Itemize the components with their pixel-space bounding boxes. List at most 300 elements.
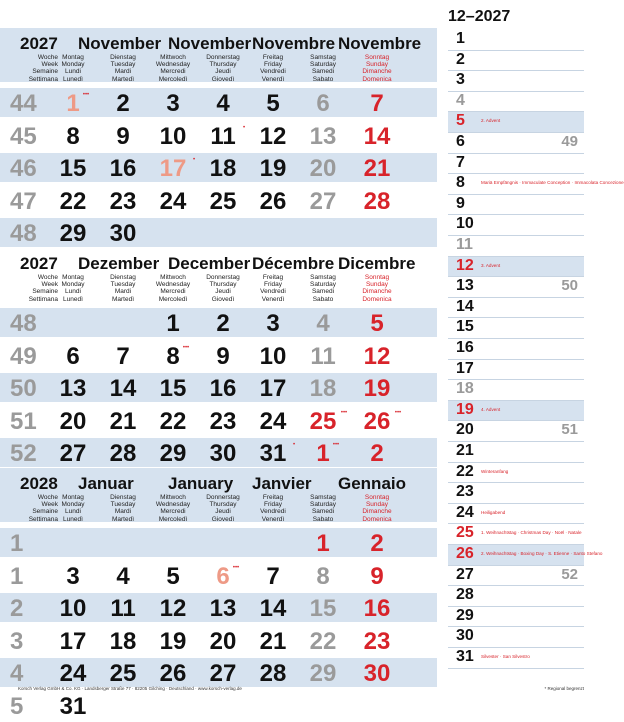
day-list-note: 4. Advent — [481, 406, 501, 412]
week-number: 1 — [10, 530, 24, 557]
day-list-row — [448, 421, 584, 442]
day-cell: 19 — [159, 627, 187, 655]
day-cell: 4 — [316, 310, 330, 337]
day-cell: 7 — [266, 562, 280, 590]
day-list-number: 31 — [456, 648, 474, 665]
day-cell: 1 — [166, 310, 180, 337]
weekday-header — [349, 494, 405, 523]
day-cell: 27 — [309, 187, 337, 215]
row-separator — [0, 622, 437, 624]
weekday-header-line: Sunday — [365, 501, 389, 509]
day-list-number: 16 — [456, 339, 474, 356]
month-header — [0, 28, 437, 82]
day-list-row — [448, 627, 584, 648]
weekday-header — [349, 274, 405, 303]
weekday-header-line: Jeudi — [215, 68, 231, 76]
year-label: 2027 — [20, 254, 58, 273]
day-cell: 15 — [159, 375, 187, 403]
day-list-number: 24 — [456, 503, 474, 521]
day-cell: 21 — [109, 407, 137, 435]
day-cell: 31 — [59, 693, 87, 720]
day-list-row — [448, 483, 584, 504]
day-cell: 9 — [370, 562, 384, 590]
day-list-row — [448, 51, 584, 72]
day-cell: 9 — [116, 122, 130, 150]
day-cell: 14 — [109, 375, 137, 403]
row-separator — [0, 182, 437, 184]
day-cell: 25 — [109, 660, 137, 688]
day-cell: 20 — [309, 155, 337, 183]
weekday-header-line: Martedì — [111, 515, 135, 523]
day-cell: 29 — [159, 440, 187, 468]
weekday-header — [45, 54, 101, 83]
day-cell: 26 — [159, 660, 187, 688]
month-header — [0, 468, 437, 522]
weekday-header-line: Tuesday — [110, 61, 136, 69]
day-cell: 15 — [59, 155, 87, 183]
holiday-mark: • — [192, 157, 196, 164]
week-row — [0, 218, 437, 249]
day-cell: 28 — [363, 187, 391, 215]
holiday-mark: ••• — [394, 409, 402, 416]
day-cell: 2 — [370, 440, 384, 468]
week-row — [0, 373, 437, 404]
weekday-header-line: Samstag — [310, 54, 336, 61]
week-number: 4 — [10, 660, 24, 688]
day-cell: 27 — [59, 440, 87, 468]
day-cell: 21 — [259, 627, 287, 655]
holiday-mark: ••• — [82, 92, 90, 98]
day-list-row — [448, 133, 584, 154]
weekday-header-line: Woche — [37, 494, 58, 501]
day-cell: 8 — [316, 562, 330, 590]
weekday-header-line: Saturday — [309, 281, 337, 289]
day-cell: 23 — [109, 187, 137, 215]
weekday-header-line: Montag — [62, 54, 84, 61]
day-cell: 7 — [370, 90, 384, 117]
day-list-number: 15 — [456, 318, 474, 336]
day-cell: 16 — [109, 155, 137, 183]
weekday-header — [145, 274, 201, 303]
day-list-row — [448, 30, 584, 51]
weekday-header-line: Mardi — [114, 288, 132, 296]
day-list-note: 1. Weihnachtstag · Christmas Day · Noël · Natale — [481, 530, 582, 536]
day-list-row — [448, 174, 624, 195]
day-list-week-number: 49 — [561, 133, 578, 150]
weekday-header-line: Domenica — [362, 75, 392, 83]
day-list-note: Winteranfang — [481, 468, 509, 474]
weekday-header-line: Dimanche — [362, 288, 392, 296]
month-name: December — [168, 254, 251, 273]
weekday-header-line: Semaine — [32, 288, 58, 296]
day-list-week-number: 50 — [561, 277, 578, 295]
week-number: 48 — [10, 310, 37, 337]
publisher-footer: Korsch Verlag GmbH & Co. KG · Landsberger Straße 77 · 82205 Gilching · Deutschland · www.korsch-verlag.de — [18, 686, 242, 691]
weekday-header-line: Martedì — [111, 75, 135, 83]
holiday-mark: • — [242, 124, 246, 131]
day-cell: 10 — [59, 595, 87, 623]
weekday-header-line: Wednesday — [155, 61, 191, 69]
weekday-header-line: Woche — [37, 274, 58, 281]
day-cell: 18 — [109, 627, 137, 655]
day-cell: 13 — [59, 375, 87, 403]
day-list-number: 6 — [456, 133, 465, 150]
day-list-row — [448, 215, 584, 236]
day-cell: 18 — [309, 375, 337, 403]
day-list-number: 2 — [456, 50, 465, 68]
day-list-week-number: 51 — [561, 421, 578, 439]
day-cell: 17 — [59, 627, 87, 655]
row-separator — [0, 590, 437, 592]
weekday-header-line: Giovedì — [211, 515, 235, 523]
week-row — [0, 153, 437, 184]
day-cell: 28 — [259, 660, 287, 688]
weekday-header-line: Mardi — [114, 68, 132, 76]
day-list-number: 26 — [456, 545, 474, 562]
day-cell: 1 — [66, 90, 80, 117]
day-list-note: Mariä Empfängnis · Immaculate Conception · Immacolata Concezione — [481, 180, 624, 186]
weekday-header — [245, 494, 301, 523]
weekday-header — [195, 274, 251, 303]
month-name: Gennaio — [338, 474, 407, 493]
week-number: 47 — [10, 187, 37, 215]
day-cell: 1 — [316, 530, 330, 557]
weekday-header-line: Dienstag — [110, 494, 136, 501]
day-list-number: 29 — [456, 606, 474, 624]
month-block — [0, 248, 437, 468]
month-name: Novembre — [252, 34, 336, 53]
weekday-header — [349, 54, 405, 83]
day-list-number: 21 — [456, 442, 474, 459]
holiday-mark: ••• — [332, 442, 340, 449]
weekday-header-line: Sonntag — [364, 54, 390, 61]
weekday-header-line: Samedi — [311, 508, 335, 516]
day-list-number: 28 — [456, 586, 474, 604]
weekday-header-line: Thursday — [209, 61, 237, 69]
day-cell: 6 — [316, 90, 330, 117]
weekday-header-line: Monday — [61, 61, 85, 69]
week-row — [0, 561, 437, 592]
weekday-header-line: Week — [41, 281, 58, 289]
day-list-number: 10 — [456, 215, 474, 233]
day-cell: 15 — [309, 595, 337, 623]
weekday-header-line: Montag — [62, 274, 84, 281]
weekday-header-line: Venerdì — [261, 295, 285, 303]
day-cell: 8 — [66, 122, 80, 150]
weekday-header-line: Settimana — [28, 295, 58, 303]
weekday-header-line: Montag — [62, 494, 84, 501]
weekday-header-line: Mercoledì — [158, 75, 188, 83]
day-list-row — [448, 586, 584, 607]
weekday-header-line: Lunedì — [63, 515, 83, 523]
week-number: 1 — [10, 562, 24, 590]
month-header — [0, 248, 437, 302]
day-cell: 20 — [59, 407, 87, 435]
weekday-header-line: Mercoledì — [158, 515, 188, 523]
day-list-row — [448, 277, 584, 298]
day-cell: 10 — [259, 342, 287, 370]
weekday-header-line: Vendredi — [260, 288, 286, 296]
day-cell: 29 — [309, 660, 337, 688]
row-separator — [0, 655, 437, 657]
day-cell: 26 — [363, 407, 391, 435]
day-cell: 11 — [310, 342, 336, 370]
day-cell: 24 — [159, 187, 187, 215]
weekday-header-line: Friday — [263, 281, 283, 289]
day-list-row — [448, 298, 584, 319]
day-cell: 30 — [109, 220, 137, 248]
day-cell: 5 — [166, 562, 180, 590]
day-list-row — [448, 339, 584, 360]
week-row — [0, 341, 437, 372]
week-row — [0, 438, 437, 469]
year-label: 2027 — [20, 34, 58, 53]
weekday-header — [95, 494, 151, 523]
weekday-header-line: Dienstag — [110, 54, 136, 61]
day-list-row — [448, 380, 584, 401]
week-number: 45 — [10, 122, 37, 150]
day-cell: 1 — [316, 440, 330, 468]
day-list-row — [448, 504, 584, 525]
weekday-header-line: Week — [41, 501, 58, 509]
month-name: November — [168, 34, 252, 53]
weekday-header — [295, 494, 351, 523]
weekday-header — [195, 494, 251, 523]
day-list-number: 7 — [456, 153, 465, 171]
day-cell: 27 — [209, 660, 237, 688]
weekday-header — [95, 54, 151, 83]
day-list-row — [448, 236, 584, 257]
day-cell: 25 — [309, 407, 337, 435]
weekday-header — [245, 54, 301, 83]
week-row — [0, 186, 437, 217]
weekday-header-line: Sabato — [312, 515, 334, 523]
day-cell: 14 — [259, 595, 287, 623]
row-separator — [0, 435, 437, 437]
day-list-row — [448, 607, 584, 628]
week-row — [0, 593, 437, 624]
day-list-number: 3 — [456, 71, 465, 89]
day-list-row — [448, 401, 584, 422]
day-list-note: 2. Weihnachtstag · Boxing Day · S. Etienne · Santo Stefano — [481, 551, 603, 556]
weekday-header-line: Mercredi — [160, 288, 186, 296]
week-row — [0, 626, 437, 657]
weekday-header-line: Samedi — [311, 68, 335, 76]
weekday-header-line: Monday — [61, 281, 85, 289]
day-cell: 28 — [109, 440, 137, 468]
weekday-header-line: Vendredi — [260, 68, 286, 76]
day-list-row — [448, 360, 584, 381]
day-cell: 4 — [116, 562, 130, 590]
weekday-header-line: Tuesday — [110, 501, 136, 509]
weekday-header-line: Domenica — [362, 515, 392, 523]
weekday-header-line: Samedi — [311, 288, 335, 296]
month-block — [0, 28, 437, 248]
holiday-mark: ••• — [340, 409, 348, 416]
day-cell: 17 — [259, 375, 287, 403]
day-cell: 5 — [266, 90, 280, 117]
day-list-number: 1 — [456, 30, 465, 47]
week-row — [0, 308, 437, 339]
december-list-title: 12–2027 — [448, 8, 511, 25]
day-list-note: Heiligabend — [481, 509, 506, 515]
day-list-row — [448, 524, 584, 545]
month-name: Novembre — [338, 34, 422, 53]
weekday-header — [45, 494, 101, 523]
weekday-header-line: Venerdì — [261, 515, 285, 523]
weekday-header-line: Samstag — [310, 494, 336, 501]
day-cell: 3 — [66, 562, 80, 590]
day-cell: 21 — [363, 155, 391, 183]
day-list-week-number: 52 — [561, 565, 578, 583]
day-cell: 6 — [216, 562, 230, 590]
weekday-header-line: Dimanche — [362, 508, 392, 516]
weekday-header-line: Mercredi — [160, 508, 186, 516]
day-cell: 11 — [110, 595, 136, 623]
weekday-header-line: Sunday — [365, 281, 389, 289]
week-number: 3 — [10, 627, 24, 655]
weekday-header — [245, 274, 301, 303]
holiday-mark: ••• — [182, 344, 190, 351]
day-cell: 11 — [210, 122, 236, 150]
week-number: 48 — [10, 220, 37, 248]
weekday-header-line: Friday — [263, 501, 283, 509]
weekday-header-line: Martedì — [111, 295, 135, 303]
day-list-number: 30 — [456, 627, 474, 645]
weekday-header-line: Donnerstag — [206, 54, 240, 61]
weekday-header — [95, 274, 151, 303]
day-cell: 30 — [209, 440, 237, 468]
week-row — [0, 691, 437, 722]
weekday-header — [145, 494, 201, 523]
weekday-header-line: Semaine — [32, 508, 58, 516]
day-list-number: 23 — [456, 483, 474, 501]
weekday-header-line: Friday — [263, 61, 283, 69]
day-list-number: 12 — [456, 256, 474, 274]
day-cell: 23 — [363, 627, 391, 655]
day-list-row — [448, 442, 584, 463]
weekday-header-line: Mardi — [114, 508, 132, 516]
weekday-header-line: Freitag — [262, 274, 284, 281]
day-cell: 10 — [159, 122, 187, 150]
day-list-number: 4 — [456, 91, 465, 109]
weekday-header-line: Lundi — [65, 508, 81, 516]
weekday-header-line: Settimana — [28, 515, 58, 523]
week-number: 5 — [10, 693, 24, 720]
week-row — [0, 658, 437, 689]
month-name: Januar — [78, 474, 134, 493]
weekday-header-line: Week — [41, 61, 58, 69]
weekday-header-line: Sabato — [312, 295, 334, 303]
row-separator — [0, 402, 437, 404]
day-cell: 22 — [159, 407, 187, 435]
day-list-number: 8 — [456, 174, 465, 192]
month-name: November — [78, 34, 162, 53]
day-cell: 19 — [363, 375, 391, 403]
weekday-header-line: Mercoledì — [158, 295, 188, 303]
weekday-header-line: Samstag — [310, 274, 336, 281]
day-cell: 14 — [363, 122, 391, 150]
weekday-header-line: Tuesday — [110, 281, 136, 289]
month-name: Dicembre — [338, 254, 416, 273]
week-number: 44 — [10, 90, 37, 117]
day-cell: 31 — [259, 440, 287, 468]
day-cell: 20 — [209, 627, 237, 655]
weekday-header-line: Sonntag — [364, 494, 390, 501]
day-cell: 2 — [216, 310, 230, 337]
weekday-header-line: Wednesday — [155, 501, 191, 509]
day-cell: 4 — [216, 90, 230, 117]
month-name: Janvier — [252, 474, 312, 493]
day-list-row — [448, 257, 584, 278]
day-list-number: 25 — [456, 524, 474, 542]
day-cell: 12 — [159, 595, 187, 623]
day-cell: 16 — [363, 595, 391, 623]
day-cell: 9 — [216, 342, 230, 370]
weekday-header-line: Mittwoch — [160, 54, 186, 61]
weekday-header — [195, 54, 251, 83]
weekday-header-line: Giovedì — [211, 75, 235, 83]
day-list-number: 14 — [456, 297, 474, 315]
day-list-row — [448, 154, 584, 175]
day-cell: 12 — [363, 342, 391, 370]
weekday-header-line: Sonntag — [364, 274, 390, 281]
week-number: 50 — [10, 375, 37, 403]
day-cell: 23 — [209, 407, 237, 435]
day-cell: 29 — [59, 220, 87, 248]
weekday-header-line: Mittwoch — [160, 274, 186, 281]
weekday-header-line: Jeudi — [215, 508, 231, 516]
month-name: Décembre — [252, 254, 335, 273]
day-list-number: 18 — [456, 380, 474, 398]
day-list-row — [448, 195, 584, 216]
weekday-header-line: Vendredi — [260, 508, 286, 516]
day-cell: 24 — [259, 407, 287, 435]
day-cell: 7 — [116, 342, 130, 370]
day-list-row — [448, 92, 584, 113]
week-number: 51 — [10, 407, 37, 435]
day-cell: 30 — [363, 660, 391, 688]
weekday-header — [145, 54, 201, 83]
week-number: 52 — [10, 440, 37, 468]
day-list-number: 9 — [456, 194, 465, 212]
weekday-header-line: Dimanche — [362, 68, 392, 76]
holiday-mark: ••• — [232, 564, 240, 571]
week-row — [0, 528, 437, 559]
weekday-header — [295, 274, 351, 303]
weekday-header-line: Saturday — [309, 61, 337, 69]
day-cell: 6 — [66, 342, 80, 370]
day-cell: 22 — [59, 187, 87, 215]
weekday-header-line: Giovedì — [211, 295, 235, 303]
day-list-number: 20 — [456, 421, 474, 439]
week-row — [0, 406, 437, 437]
weekday-header-line: Settimana — [28, 75, 58, 83]
day-cell: 16 — [209, 375, 237, 403]
weekday-header-line: Jeudi — [215, 288, 231, 296]
weekday-header-line: Donnerstag — [206, 494, 240, 501]
day-cell: 26 — [259, 187, 287, 215]
day-list-row — [448, 112, 584, 133]
week-row — [0, 121, 437, 152]
weekday-header-line: Woche — [37, 54, 58, 61]
weekday-header-line: Mittwoch — [160, 494, 186, 501]
weekday-header-line: Venerdì — [261, 75, 285, 83]
weekday-header-line: Wednesday — [155, 281, 191, 289]
december-day-list — [448, 28, 624, 700]
weekday-header-line: Domenica — [362, 295, 392, 303]
day-list-row — [448, 566, 584, 587]
